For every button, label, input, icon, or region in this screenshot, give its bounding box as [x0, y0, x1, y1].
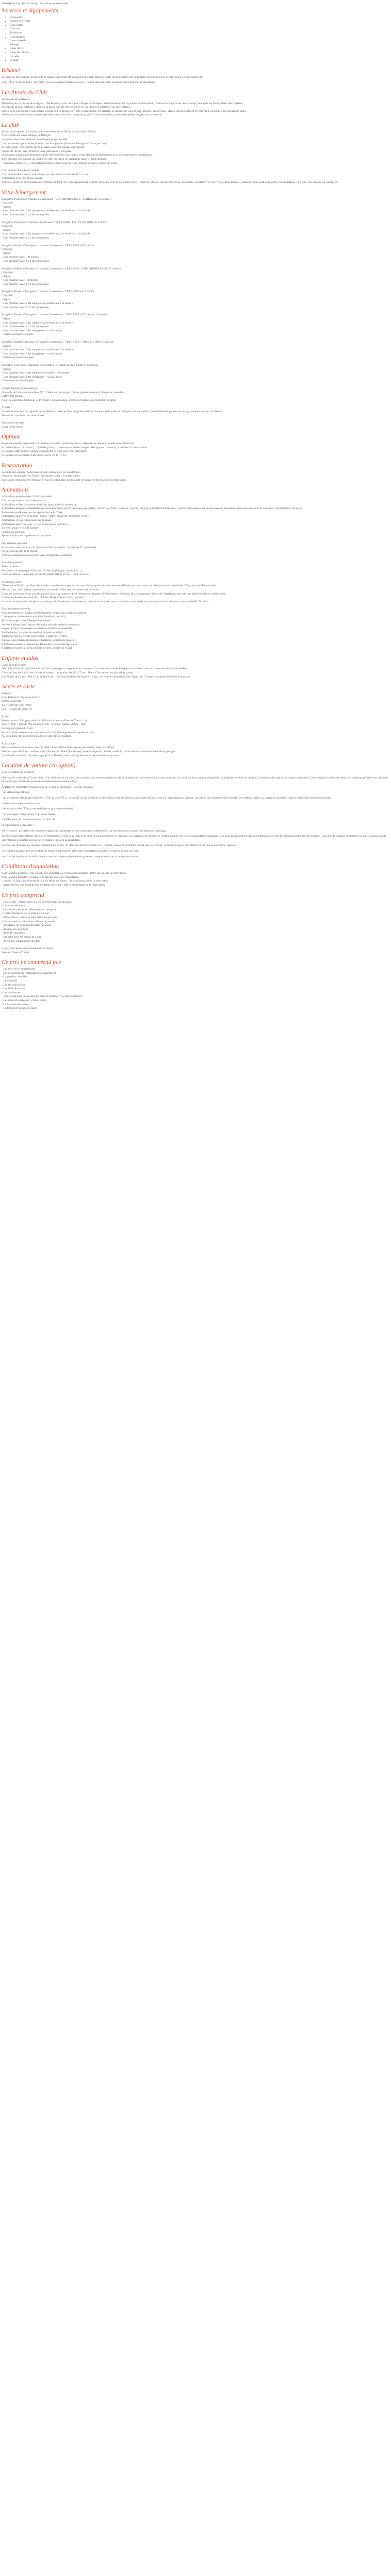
text-line: Des activités payantes : — [2, 541, 29, 545]
location-title: Location de voiture (en option) — [2, 762, 76, 769]
text-line: - Animations pour tous — [2, 927, 28, 931]
hebergement-line: - Une chambre avec 2 lits simples convertibles en 1 lit double — [2, 348, 73, 352]
hebergement-group — [2, 364, 389, 383]
prix-comprend-title: Ce prix comprend — [2, 892, 44, 899]
text-line: - Les transferts aéroport / club et retour — [2, 999, 47, 1003]
hebergement-line: - Séjour — [2, 251, 11, 255]
text-line: Voie en ferry : Port de l'Île-Rousse (7 km - 10 mn) ; Bastia (70 km - 1h10) — [2, 723, 88, 726]
text-line: Plongée sous-marine (initiation et baptême, location de matériel). — [2, 639, 77, 642]
hebergement-line: - Une chambre avec 2 lits simples convertibles en 1 lit double — [2, 321, 73, 325]
paragraph: Au cœur de La Bourgne, profitez de ce magnifique Club 3★ au bord d'une belle plage de sable fin et au milieu de 22 hectares de pinède pour un merveilleux séjour ensoleillé. — [2, 75, 203, 79]
text-line: Animations pour tous tout la saison. — [2, 177, 43, 180]
paragraph: - l'assurance responsabilité civile — [2, 802, 40, 805]
service-item: • Restaurant — [10, 16, 389, 20]
text-line: Pension complète disponible sur certaines périodes : petits-déjeuners, déjeuners et dîners à la table selon direction). — [2, 442, 135, 446]
text-line: Profitez de la beau marbique idéal sur la plage du club (sélectionné) et leur mourir et parallèle (sur réservation). — [2, 106, 131, 109]
text-line: Calanques et rivières (une activité à l'extérieur du club). — [2, 615, 67, 619]
text-line: Pour les logements Classique et Premium : Climatisation, terrasse privative avec mobilier de jardin — [2, 398, 116, 402]
hebergement-line: - Une chambre avec 2 x 2 lits superposés — [2, 325, 49, 329]
text-line: - Le transport — [2, 979, 18, 983]
text-line: Tous commerces et services avec un club : alimentation, boulangerie, pharmacie, tabac et coiffeur. — [2, 746, 115, 750]
club-body — [2, 130, 389, 165]
animations-section — [2, 487, 389, 650]
service-item: • Club enfant — [10, 24, 389, 28]
text-line: Club enfant intervenant la découverte. — [2, 499, 46, 503]
service-item: • Piscine extérieure — [10, 20, 389, 24]
text-line: Les pieds dans l'eau, au bord d'une longue plage de sable. — [2, 138, 68, 142]
text-line: À proximité des vieux villages de Balagne. — [2, 134, 52, 138]
text-line: Animations en bar (ambiance musicale, jeux, apéritifs animés...). — [2, 503, 77, 506]
hebergement-line: - Terrasse privative équipée — [2, 333, 34, 336]
text-line: Excursions toute la saison au départ du Club (en saison : à partir de 20 personnes). — [2, 546, 97, 549]
hebergement-group — [2, 221, 389, 241]
acces-title: Accès et carte — [2, 684, 35, 690]
paragraph: Les documents à présenter : — [2, 824, 34, 827]
text-line: Animations sportives pour tous : tennis, volley, aquagym, stretching, gym... — [2, 515, 89, 518]
hebergement-groups — [2, 198, 389, 383]
options-title: Options — [2, 434, 21, 440]
text-line: Balades à vélo électrique (avec guide, à partir de 16 ans). — [2, 635, 68, 638]
text-line: Nouveau : Restaurant "Le Padus" spécialités Corse : en supplément. — [2, 474, 80, 478]
paragraph: - un kilométrage illimité — [2, 791, 30, 794]
options-body — [2, 442, 389, 457]
atouts-title: Les Atouts du Club — [2, 89, 47, 96]
prix-comprend-notes — [2, 947, 389, 955]
text-line: Randonnée pédestre (Sentier des Douaniers, Désert des Agriates). — [2, 642, 78, 646]
service-item: • Ménage — [10, 43, 389, 47]
hebergement-line: - Une chambre avec 2 x 2 lits superposés — [2, 306, 49, 309]
paragraph: Les conditions générales de location du loueur s'appliquent ; elles sont consultables sur place et auprès de nos services. — [2, 850, 139, 853]
text-line: Soirées à thème dans l'espace dédié (location de matériel en option). — [2, 623, 80, 626]
location-body — [2, 771, 389, 859]
text-line: Cours de remise en forme assurés par les coachs partenaires de la Fédération Française d'Athlétisme : Running, Marche nordique, Cross-fit, Stretching, activités aux agrès et séances d'athlétisme. — [2, 592, 226, 596]
conditions-body — [2, 872, 389, 887]
services-section — [2, 8, 389, 63]
text-line: Fax : +33(0)4 95 60 00 79 — [2, 707, 32, 711]
prix-ne-comprend-list — [2, 968, 389, 1011]
paragraph: - les assurances dommage accident (CDW) et vol (TPC) : en cas de vol du véhicule ou des objets (sauf accessoires non autorisés) hors d'un lieu privé (garage, parking, surveillé), une franchise d'un montant non définitif reste à la charge du locataire (perte et franchise non remboursable) — [2, 796, 331, 800]
hebergement-group — [2, 313, 389, 337]
hebergement-heading: Bungalow Premium 2 chambres 4 personnes / TERRASSE / FRONT DE MER (25 à 40m²) — [2, 221, 107, 224]
paragraph: En cas de non-présentation d'un de ces documents, le loueur se réserve le droit de ne pas remettre le véhicule. La location sera considérée comme annulée et les frais d'annulation appliqués. Les frais de location ne sont pas remboursés en cas de restitution anticipée du véhicule. Tout jour de location commencé est dû. Le loueur assure son véhicule à compter de la prise en charge et jusqu'à sa restitution. — [2, 835, 387, 842]
text-line: All table offert ( 16 h et ed ) : Lit bébé gratuit, chaise haute et chaise longue bébé (payant 12 euros), à préciser à la réservation. — [2, 446, 148, 449]
service-item: • Club ado — [10, 27, 389, 31]
text-line: Le prix est calculé par personne et par séjour. — [2, 947, 54, 951]
text-line: - Club enfants, juniors et ados selon les périodes — [2, 916, 58, 919]
hebergement-line: - Séjour — [2, 367, 11, 371]
intro-text: Description à la prise en charge : Ce qui ne comprend pas — [2, 2, 68, 5]
hebergement-line: - Une chambre avec 2 x 2 lits superposés — [2, 213, 49, 216]
text-line: Club entouré d'une belle verdure. — [2, 169, 40, 173]
hebergement-line: Climatisé — [2, 294, 13, 298]
activites-bons-title: Bons moments ensemble : — [2, 607, 32, 611]
text-line: Chambres avec balcon, répartis sur les Séniors, bébés et Teen Ange de parchins Des sont Sédentaire de 7 étages avec ascenseurs, possibilité de logements en Sanglants dans la pour vos Séniors. — [2, 410, 224, 413]
text-line: Cours de fitness, Bienvenue, leçons de tennis, lettres 10 en 11 mm / Louvre. — [2, 573, 90, 577]
text-line: Cinéma en plein air. — [2, 530, 25, 534]
text-line: 20226 Belgodère — [2, 700, 22, 703]
hebergement-line: - Une chambre avec 2 x 2 lits superposés — [2, 259, 49, 263]
service-item: • Lit bébé — [10, 55, 389, 59]
text-line: Kayak de mer (randonnées encadrées et location de matériel). — [2, 627, 73, 631]
text-line: - La location de voiture — [2, 1003, 29, 1006]
hebergement-group — [2, 244, 389, 264]
hebergement-heading: Bungalow Duplex Classique 2 chambres 6 personnes / TERRASSE / VUE IMPRENABLE (25 à 40m²) — [2, 267, 121, 270]
atouts-section — [2, 90, 389, 117]
text-line: - Les activités et animations selon programme — [2, 920, 55, 923]
hebergement-group — [2, 198, 389, 217]
text-line: Cours et initiation délivrés par nos moniteurs diplômés pour les enfants à partir de 6 ans (débutants, confirmés ou en perfectionnement), suivi en piscine, ou espace dédié. Tir à l'arc. — [2, 600, 210, 603]
text-line: Soirées lounge en fin de journée. — [2, 527, 40, 530]
enfants-title: Enfants et ados — [2, 655, 38, 662]
text-line: Bar lounge climatisé avec terrasse et vue exceptionnelle sur le Golfe de Lozari et bar piscine en pleine aout. — [2, 478, 126, 482]
text-line: Linge de lit fourni — [2, 425, 23, 429]
conditions-section — [2, 863, 389, 887]
service-item: • Télévision — [10, 31, 389, 36]
text-line: - Les assurances — [2, 991, 21, 994]
text-line: Toute la saison : — [2, 565, 21, 568]
text-line: - Kit bébé pour les moins de 2 ans — [2, 935, 41, 939]
text-line: - Le transfert aéroport / hébergement / aéroport — [2, 908, 56, 911]
text-line: Tél : +33(0)4 95 60 00 00 — [2, 703, 31, 707]
prix-ne-comprend-title: Ce prix ne comprend pas — [2, 959, 61, 966]
hebergement-extra-title: À noter : — [2, 406, 12, 410]
text-line: Au-delà d'une des plus belles plages de sable fin de Balagne. — [2, 735, 72, 738]
restauration-section — [2, 463, 389, 483]
text-line: Dans un rayon de 7 km : banque et distributeur de billets (Île Rousse), bureau de poste, cinéma, médecin, station essence, location matériel de plongée. — [2, 750, 176, 753]
text-line: - Les frais de dossier — [2, 987, 26, 991]
service-item: • Linge de toilette — [10, 51, 389, 55]
text-line: - Le vol aller / retour opéré sur les vols réguliers ou spéciaux — [2, 900, 72, 904]
text-line: Des clubs offrant la possibilité de découvrir, partager et s'épanouir en s'amusant à travers les activités ludiques et sportives, dans un cadre sécurisé et bienveillant. — [2, 667, 188, 671]
hebergement-extra — [2, 410, 389, 418]
text-line: Animations sportives pour : « Les Randon rons de Lon » ... — [2, 522, 70, 526]
acces-proximite — [2, 746, 389, 758]
hebergement-line: Climatisé — [2, 271, 13, 275]
text-line: - Les taxes de séjour — [2, 983, 25, 987]
text-line: Bons moments sur la plage du Club (public, seuls, sous condition météo). — [2, 611, 87, 615]
text-line: Pour la partie terrestre : et dessous le barème des frais d'annulation. — [2, 875, 79, 879]
acces-address — [2, 692, 389, 711]
hebergement-line: - Terrasse privative équipée — [2, 379, 34, 383]
hebergement-line: - Une chambre avec 2 x 2 lits superposés — [2, 282, 49, 286]
hebergement-line: - Une chambre avec 2 lits superposés + un lit simple — [2, 375, 62, 379]
text-line: Pécheresse de la Bigorre. — [2, 97, 31, 101]
hebergement-line: - Séjour — [2, 205, 11, 209]
text-line: Activités sportives et, bibliothèque (Terrains de Padel et Tennis (possibilité de louer sur place avec le partenaire Hotel), cours de fitness / Aérogymnastique, bal zumbe, location VTT, activités « Mini tennis », pétanque, mini golf, ping-pong, Ski Aquatique, tir à l'arc, jeu 18m de jeu, aquagym... — [2, 181, 339, 184]
acces-proximite-title: À proximité : — [2, 742, 18, 745]
text-line: Initiez-vous à la plongée sous-marine (École de l'Île Rousse à 7 km). Sophistiquer vos activités et séances de jeux de mer, plongée découvertes, stages, d'enseignement et réservation la agence de l'accueil du club). — [2, 109, 247, 113]
text-line: - Assistance de notre représentant sur place — [2, 924, 52, 927]
text-line: Découvrez de nombreuses activités sportives autour du club : canyoning, golf 9 trous, équitation, randonnées pédestres, parcours aventures... — [2, 113, 165, 117]
hebergement-title: Votre hébergement — [2, 189, 46, 196]
hebergement-line: - Une chambre avec 2 lits superposés + un lit simple — [2, 329, 62, 332]
paragraph: Les frais de restitution du véhicule dans une autre agence que celle de prise en charge (« one way ») ne sont pas inclus. — [2, 855, 139, 858]
atouts-body — [2, 98, 389, 117]
hebergement-line: Climatisé — [2, 248, 13, 251]
paragraph: Pour la location de véhicule : — [2, 771, 36, 774]
hebergement-heading: Bungalow Duplex Classique 2 chambres 5 personnes / TERRASSE (35 à 40m²) — [2, 244, 94, 247]
paragraph: Votre conseil : Le permis de conduire original du conducteur et des conducteurs additionnels, la carte bancaire au nom du conducteur principal. — [2, 829, 167, 833]
text-line: - Les prestations de restauration en supplément — [2, 971, 56, 975]
text-line: Une salle de bain avec douche et WC. Télévision écran plat, chaise, grande armoire à plaques et vaisselier. — [2, 391, 125, 394]
hebergement-heading: Bungalow Duplex Classique 2 chambres 6 personnes / TERRASSE (25 à 40m²) : Climatisé, — [2, 313, 108, 317]
hebergement-heading: Bungalow Duplex Classique 2 chambres 6 personnes / TERRASSE (30 à 35m²) — [2, 290, 94, 294]
text-line: "Découverte Tonic" : profitez d'une offre complète de stages et cours particuliers pour tous les niveaux, délivrés par nos coachs certifiés (moniteurs diplômés d'État, plus de 150 activités). — [2, 584, 217, 588]
page — [0, 0, 391, 1020]
club-section — [2, 122, 389, 185]
club-title: Le club — [2, 122, 20, 128]
text-line: Parking non gardé du Club — [2, 726, 33, 730]
text-line: Équitation (balade à cheval au bord de mer, à partir de 8 ans). — [2, 647, 73, 650]
text-line: Au cœur d'une verte pinède de 22 hectares avec une magnifique piscine. — [2, 146, 85, 149]
hebergement-line: - Séjour — [2, 317, 11, 321]
prix-ne-comprend-section — [2, 959, 389, 1011]
resume-section — [2, 67, 389, 85]
text-line: Animations ludiques et familiales en fin de journée et soirée : tournées spectacles, tournois de Poker, Karaoké, cinéma, cabaret, animations d'ambiance ; soirées thématiques, en fin de semaine, animations musicales (festival de musiques, d'animation et de jeux). — [2, 507, 303, 511]
text-line: - Tout ce qui n'est pas mentionné dans la rubrique "Ce prix comprend" — [2, 995, 83, 998]
text-line: • Club avec ombrière : « circulation piétonne à l'intérieur du Club, parking gratuit à l'entrée du Club. — [2, 161, 118, 165]
restauration-body — [2, 471, 389, 483]
text-line: Réunit au rivage de la Corse et de la côte ouest, entre l'Île Rousse et Saint-Florent. — [2, 130, 97, 133]
text-line: La climatisation pour un été au frais dans le logement (Formule Prestige et Classique Club). — [2, 142, 108, 145]
hebergement-line: - Une chambre avec 2 lits simples convertibles en 1 lit double ou 1 lit double — [2, 209, 90, 213]
hebergement-extra2 — [2, 421, 389, 429]
text-line: - Les taxes aéroports — [2, 904, 26, 908]
hebergement-section — [2, 190, 389, 430]
text-line: Activités nautiques au sport libre avec prestataires extérieurs. — [2, 553, 73, 557]
hebergement-group — [2, 290, 389, 310]
paragraph: - le GPS selon le conditionnement du véhicule — [2, 818, 55, 822]
text-line: - Les services et suppléments — [2, 968, 36, 971]
hebergement-line: - Une chambre avec 1 lit double — [2, 256, 39, 259]
hebergement-line: Climatisé — [2, 201, 13, 205]
animations-title: Animations — [2, 487, 29, 494]
text-line: Séjours d'une ou 7 nuits. — [2, 951, 30, 954]
text-line: - La pension complète — [2, 975, 27, 979]
activites-gratuites-title: Activités gratuites : — [2, 561, 24, 565]
acces-section — [2, 684, 389, 758]
text-line: Voie en avion : Aéroports de Calvi (30 km - Allenton) Bastia (75 km - 1h) — [2, 719, 87, 722]
text-line: Sorties découverte de la région. — [2, 550, 38, 553]
hebergement-line: - Une chambre avec 2 lits simples convertibles en 1 lit double ou 1 lit double — [2, 232, 90, 236]
text-line: Prestations incluses : — [2, 421, 26, 425]
hebergement-line: - Une chambre avec 2 x 2 lits superposés — [2, 236, 49, 240]
text-line: Service de bus navette avec arrêt devant le club (renseignements auprès du club). — [2, 731, 95, 734]
text-line: Jeux, tournois, pétanque, Kids club (football, pétanque, water-polo...). — [2, 569, 83, 572]
location-section — [2, 762, 389, 859]
text-line: Coffre-fort payant. — [2, 395, 24, 398]
hebergement-line: - Séjour — [2, 275, 11, 278]
club-details — [2, 169, 389, 184]
text-line: Adresse : — [2, 692, 12, 696]
hebergement-group — [2, 267, 389, 287]
text-line: - L'hébergement selon la formule choisie — [2, 912, 49, 916]
hebergement-line: - Séjour — [2, 228, 11, 232]
hebergement-line: - Terrasse privative équipée — [2, 356, 34, 360]
paragraph: À défaut de conducteur principal âgé de 21 ans au minimum, les tarifs incluent : — [2, 785, 94, 789]
text-line: - Jusqu'à 30 jours inclus avant la date du début du séjour : 30 % du montant de la réservation. — [2, 879, 109, 883]
text-line: Découvrez les richesses de la région : l'Île Rousse, Calvi, les vieux villages de Balagne, Saint-Florent et les vignobles de Patrimonio, Bastia et le Cap Corse, Porto et les Calanques de Piana, désert des Agriates... — [2, 101, 245, 105]
hebergement-line: - Séjour — [2, 298, 11, 301]
text-line: - Activités sportives — [2, 931, 25, 935]
hebergement-heading: Bungalow Duplex Classique 2 chambres 6 personnes / TERRASSE / VUE (25 à 40m²) Climatisé — [2, 341, 114, 344]
resume-title: Résumé — [2, 67, 20, 74]
text-line: Animations et loisirs intérieurs sur la plage. — [2, 519, 52, 522]
text-line: Clubs enfants de 3 à 10 ans, fermés le samedi. Les juniors de 11 à 17 ans : Teens Club, ouvert en journée et soirée. — [2, 671, 134, 674]
text-line: Bien meublée sur la plage du Club avec offre de loges et location de matériel (sélectionné). — [2, 158, 107, 161]
paragraph: Club 3★ au bord du mont : réception, bar et restaurant (barbecue noué) • Le tout dans un cadre époustouflant entre mer et montagnes. — [2, 81, 156, 84]
resume-body — [2, 76, 389, 85]
enfants-body — [2, 664, 389, 679]
text-line: Rencontres et découvertes des spectacles de la Corse. — [2, 511, 63, 514]
text-line: Toutes les chambres sont non-fumeur. — [2, 414, 45, 417]
options-section — [2, 434, 389, 457]
text-line: Coachs professionnels certifiés : "Pilates, Body Combat, Body Balance". — [2, 596, 86, 600]
text-line: Paddle (cours, location de matériel, balades guidées). — [2, 631, 63, 634]
service-item: • Linge de lit — [10, 47, 389, 51]
conditions-title: Conditions d'annulation — [2, 863, 59, 870]
text-line: Formule en location : hébergement seul, restauration en supplément. — [2, 470, 81, 474]
hebergement-heading: Bungalow Premium 3 chambres 6 personnes / VUE IMPRENABLE / TERRASSE (25 à 40m²) — [2, 197, 111, 201]
activites-bons — [2, 612, 389, 651]
text-line: Piscine de 400 m² semi chauffée, avec pataugeoire, pergolas. — [2, 149, 72, 153]
text-line: Clubs enfants et ados — [2, 663, 26, 667]
prix-comprend-section — [2, 892, 389, 955]
activites-saison-title: En saison et hors : — [2, 580, 23, 584]
text-line: Animations programmées à l'été (saisonale). — [2, 495, 53, 499]
paragraph: Délivrez les codes de la Corse à bord d'un véhicule de location Une caution vous sera demandée lors de la récupération de votre véhicule chez le loueur. Le montant de la caution dépend de la catégorie de véhicule choisie. Le montant de caution vous sera remboursé à la restitution du véhicule, dans les conditions prévues (en l'absence de dommage). Toutes les garanties complémentaires sont exclues. — [2, 776, 388, 784]
paragraph: - un surcharge d'aéroport sur la prise en charge — [2, 812, 56, 816]
prix-comprend-list — [2, 901, 389, 944]
services-list — [10, 16, 389, 63]
acces-lines — [2, 719, 389, 739]
service-item: • Parking — [10, 59, 389, 63]
hebergement-line: Climatisé — [2, 225, 13, 228]
animations-body — [2, 495, 389, 538]
restauration-title: Restauration — [2, 462, 32, 469]
activites-saison — [2, 584, 389, 604]
services-title: Services et équipements — [2, 7, 58, 14]
text-line: Club Belambra "Golfe de Lozari" — [2, 696, 41, 699]
text-line: Club entouré des 3 ans et animations pour les juniors et ados de 11 à 17 ans. — [2, 173, 90, 176]
text-line: Prêt de Tonic avec prêt de matériel sur la base de l'offre, une découverte de la Corse. — [2, 588, 99, 591]
text-line: Pour la partie demeure : Vos-en sont non modifiables et non remboursables. 100% de frais de la réservation. — [2, 872, 126, 875]
text-line: - Moins de 30 jours avant la date de début du séjour : 100 % du montant de la réservation. — [2, 883, 106, 887]
acces-sub-title: Accès : — [2, 715, 10, 719]
text-line: - Accès aux équipements du club — [2, 939, 40, 943]
service-item: • Climatisation — [10, 36, 389, 40]
hebergement-line: - Séjour — [2, 344, 11, 348]
activites-gratuites — [2, 565, 389, 577]
paragraph: - les taxes locales (TVA, taxes fédérales et gouvernementales) — [2, 807, 73, 811]
paragraph: Les frais de carburant ne sont pas compris dans le prix, le véhicule doit être rendu avec le même niveau de carburant qu'à la prise en charge. À défaut, le plein sera facturé par le loueur au tarif en vigueur. — [2, 844, 236, 848]
text-line: - Le forfait de bagage en soute — [2, 1007, 37, 1010]
text-line: Chaque logement est équipé de : — [2, 386, 39, 390]
hebergement-line: - Une chambre avec 2 lits simples convertibles 1 lit double — [2, 371, 70, 375]
text-line: Pétanque et jeux avec l'équipe d'animation. — [2, 619, 52, 623]
hebergement-line: - Une chambre avec 2 lits superposés + un lit simple — [2, 352, 62, 355]
hebergement-line: - Une chambre avec 2 lits simples convertibles en 1 lit double — [2, 302, 73, 306]
hebergement-heading: Bungalow Classique 2 chambres 5 personnes / TERRASSE (25 à 40m²) : Climatisé — [2, 363, 98, 367]
text-line: Ce service est à préciser avant départ au 04 46 11 17 14. — [2, 454, 67, 457]
text-line: Sports et loisirs en supplément à proximité. — [2, 534, 52, 538]
text-line: Location de voitures / vélo électrique (Calvi, Bastia) (réservation préalable au déroulement sur place). — [2, 754, 120, 757]
activites-body — [2, 542, 389, 557]
service-item: • Lave vaisselle — [10, 39, 389, 43]
enfants-section — [2, 655, 389, 679]
hebergement-notes — [2, 387, 389, 402]
text-line: Une équipe d'animation dynamique pour des moments conviviaux et une décoration thématique pour des expériences inoubliables. — [2, 154, 153, 157]
text-line: Ce service étant délivré selon la disponibilité et à préciser à la réservation. — [2, 450, 88, 453]
hebergement-group — [2, 341, 389, 360]
hebergement-line: - Une chambre avec 1 lit double — [2, 279, 39, 282]
text-line: Les Pirates des 4 ans : 10h à 12h et 16h à 18h : Les Moussaillons de 6 ans et 12 ans : activités et animations, les Teens (11-17 ans) en vacances scolaires Françaises. — [2, 675, 191, 679]
